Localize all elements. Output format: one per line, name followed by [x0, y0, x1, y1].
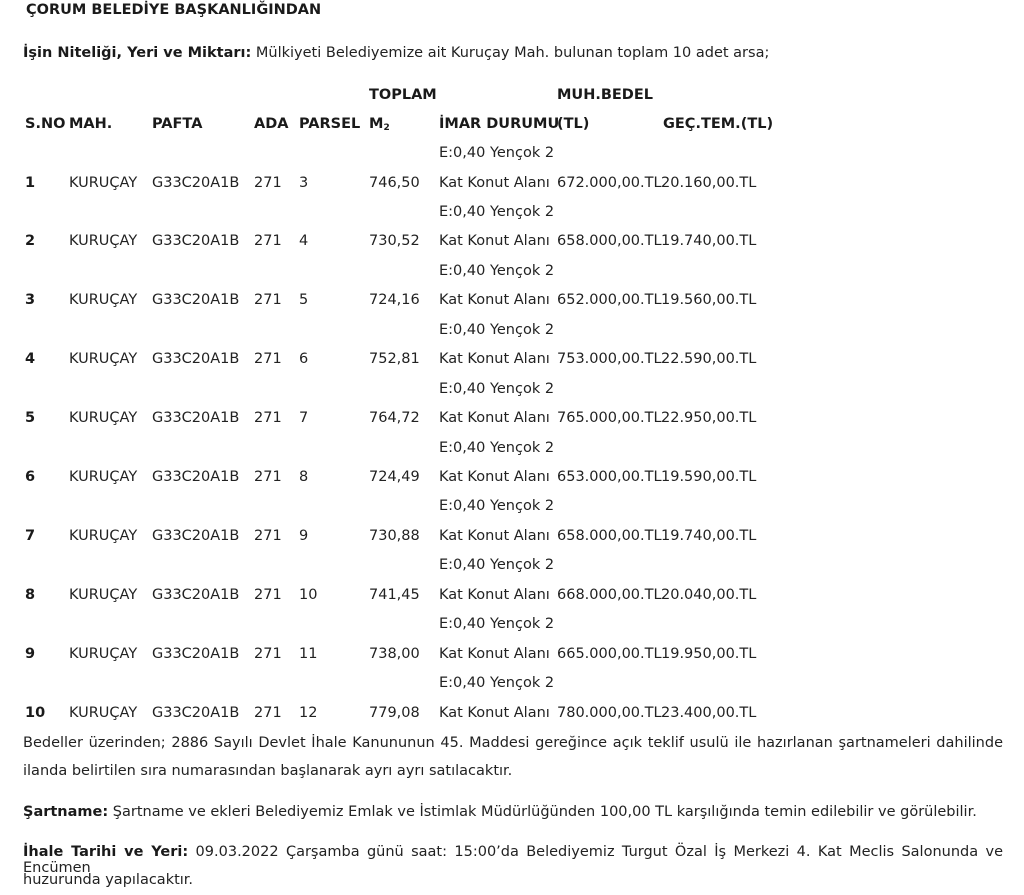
cell-emsal: E:0,40 Yençok 2	[439, 322, 555, 338]
cell-emsal: E:0,40 Yençok 2	[439, 675, 555, 691]
header-m2: $M_2$	[369, 116, 390, 133]
header-toplam: TOPLAM	[369, 87, 437, 103]
header-muh-tl: (TL)	[557, 116, 590, 132]
header-gec-tem: GEÇ.TEM.(TL)	[663, 116, 774, 132]
cell-sno: 6	[25, 469, 36, 485]
cell-bedel: 668.000,00.TL	[557, 587, 662, 603]
header-m2-subscript: 2	[383, 123, 390, 133]
cell-teminat: 23.400,00.TL	[661, 705, 757, 721]
cell-sno: 9	[25, 646, 36, 662]
cell-imar: Kat Konut Alanı	[439, 175, 550, 191]
cell-pafta: G33C20A1B	[152, 587, 240, 603]
cell-parsel: 11	[299, 646, 318, 662]
cell-teminat: 19.950,00.TL	[661, 646, 757, 662]
header-sno: S.NO	[25, 116, 66, 132]
cell-imar: Kat Konut Alanı	[439, 351, 550, 367]
cell-bedel: 665.000,00.TL	[557, 646, 662, 662]
cell-parsel: 10	[299, 587, 318, 603]
cell-parsel: 4	[299, 233, 309, 249]
cell-parsel: 9	[299, 528, 309, 544]
cell-sno: 1	[25, 175, 36, 191]
cell-emsal: E:0,40 Yençok 2	[439, 498, 555, 514]
cell-m2: 738,00	[369, 646, 420, 662]
cell-m2: 724,16	[369, 292, 420, 308]
cell-parsel: 6	[299, 351, 309, 367]
header-muh-bedel: MUH.BEDEL	[557, 87, 653, 103]
cell-imar: Kat Konut Alanı	[439, 469, 550, 485]
cell-emsal: E:0,40 Yençok 2	[439, 616, 555, 632]
cell-pafta: G33C20A1B	[152, 469, 240, 485]
cell-parsel: 8	[299, 469, 309, 485]
cell-parsel: 12	[299, 705, 318, 721]
cell-m2: 779,08	[369, 705, 420, 721]
cell-teminat: 19.560,00.TL	[661, 292, 757, 308]
cell-imar: Kat Konut Alanı	[439, 705, 550, 721]
cell-bedel: 652.000,00.TL	[557, 292, 662, 308]
cell-ada: 271	[254, 587, 282, 603]
cell-mah: KURUÇAY	[69, 175, 138, 191]
cell-teminat: 19.590,00.TL	[661, 469, 757, 485]
cell-ada: 271	[254, 646, 282, 662]
cell-parsel: 3	[299, 175, 309, 191]
cell-ada: 271	[254, 351, 282, 367]
cell-mah: KURUÇAY	[69, 528, 138, 544]
ihale-line-2: huzurunda yapılacaktır.	[23, 872, 194, 888]
cell-imar: Kat Konut Alanı	[439, 292, 550, 308]
cell-sno: 7	[25, 528, 36, 544]
cell-pafta: G33C20A1B	[152, 705, 240, 721]
cell-pafta: G33C20A1B	[152, 292, 240, 308]
cell-mah: KURUÇAY	[69, 469, 138, 485]
cell-teminat: 22.590,00.TL	[661, 351, 757, 367]
cell-bedel: 658.000,00.TL	[557, 233, 662, 249]
header-parsel: PARSEL	[299, 116, 361, 132]
cell-parsel: 7	[299, 410, 309, 426]
cell-pafta: G33C20A1B	[152, 351, 240, 367]
cell-ada: 271	[254, 469, 282, 485]
cell-sno: 10	[25, 705, 46, 721]
cell-mah: KURUÇAY	[69, 587, 138, 603]
cell-bedel: 765.000,00.TL	[557, 410, 662, 426]
cell-bedel: 653.000,00.TL	[557, 469, 662, 485]
bedeller-line-2: ilanda belirtilen sıra numarasından başlanarak ayrı ayrı satılacaktır.	[23, 763, 513, 779]
cell-mah: KURUÇAY	[69, 705, 138, 721]
cell-teminat: 20.040,00.TL	[661, 587, 757, 603]
cell-sno: 8	[25, 587, 36, 603]
cell-mah: KURUÇAY	[69, 646, 138, 662]
cell-sno: 3	[25, 292, 36, 308]
cell-m2: 741,45	[369, 587, 420, 603]
cell-mah: KURUÇAY	[69, 292, 138, 308]
cell-emsal: E:0,40 Yençok 2	[439, 381, 555, 397]
cell-pafta: G33C20A1B	[152, 175, 240, 191]
sartname-text: Şartname ve ekleri Belediyemiz Emlak ve İstimlak Müdürlüğünden 100,00 TL karşılığında temin edilebilir ve görülebilir.	[108, 804, 977, 820]
bedeller-line-1: Bedeller üzerinden; 2886 Sayılı Devlet İhale Kanununun 45. Maddesi gereğince açık teklif usulü ile hazırlanan şartnameleri dahilinde	[23, 735, 1003, 751]
cell-emsal: E:0,40 Yençok 2	[439, 557, 555, 573]
cell-mah: KURUÇAY	[69, 410, 138, 426]
cell-m2: 746,50	[369, 175, 420, 191]
sartname-label: Şartname:	[23, 804, 109, 820]
cell-ada: 271	[254, 705, 282, 721]
header-ada: ADA	[254, 116, 289, 132]
cell-sno: 2	[25, 233, 36, 249]
cell-imar: Kat Konut Alanı	[439, 587, 550, 603]
ihale-text: 09.03.2022 Çarşamba günü saat: 15:00’da Belediyemiz Turgut Özal İş Merkezi 4. Kat Meclis Salonunda ve Encümen	[23, 844, 1003, 876]
cell-sno: 5	[25, 410, 36, 426]
cell-m2: 752,81	[369, 351, 420, 367]
cell-ada: 271	[254, 410, 282, 426]
cell-pafta: G33C20A1B	[152, 410, 240, 426]
cell-m2: 764,72	[369, 410, 420, 426]
header-mah: MAH.	[69, 116, 113, 132]
intro-label: İşin Niteliği, Yeri ve Miktarı:	[23, 45, 252, 61]
cell-ada: 271	[254, 175, 282, 191]
header-imar: İMAR DURUMU	[439, 116, 560, 132]
cell-emsal: E:0,40 Yençok 2	[439, 204, 555, 220]
cell-sno: 4	[25, 351, 36, 367]
cell-emsal: E:0,40 Yençok 2	[439, 145, 555, 161]
cell-teminat: 20.160,00.TL	[661, 175, 757, 191]
cell-emsal: E:0,40 Yençok 2	[439, 263, 555, 279]
cell-bedel: 753.000,00.TL	[557, 351, 662, 367]
cell-imar: Kat Konut Alanı	[439, 646, 550, 662]
cell-pafta: G33C20A1B	[152, 528, 240, 544]
cell-imar: Kat Konut Alanı	[439, 233, 550, 249]
intro-text: Mülkiyeti Belediyemize ait Kuruçay Mah. bulunan toplam 10 adet arsa;	[251, 45, 770, 61]
cell-ada: 271	[254, 292, 282, 308]
cell-imar: Kat Konut Alanı	[439, 528, 550, 544]
intro-paragraph	[23, 45, 1003, 61]
cell-m2: 730,52	[369, 233, 420, 249]
cell-imar: Kat Konut Alanı	[439, 410, 550, 426]
cell-m2: 724,49	[369, 469, 420, 485]
ihale-label: İhale Tarihi ve Yeri:	[23, 844, 189, 860]
page-title: ÇORUM BELEDİYE BAŞKANLIĞINDAN	[26, 2, 322, 18]
cell-parsel: 5	[299, 292, 309, 308]
cell-pafta: G33C20A1B	[152, 646, 240, 662]
cell-teminat: 19.740,00.TL	[661, 233, 757, 249]
cell-teminat: 19.740,00.TL	[661, 528, 757, 544]
cell-mah: KURUÇAY	[69, 233, 138, 249]
cell-emsal: E:0,40 Yençok 2	[439, 440, 555, 456]
cell-teminat: 22.950,00.TL	[661, 410, 757, 426]
cell-ada: 271	[254, 528, 282, 544]
cell-m2: 730,88	[369, 528, 420, 544]
cell-bedel: 658.000,00.TL	[557, 528, 662, 544]
cell-pafta: G33C20A1B	[152, 233, 240, 249]
cell-mah: KURUÇAY	[69, 351, 138, 367]
cell-bedel: 780.000,00.TL	[557, 705, 662, 721]
header-pafta: PAFTA	[152, 116, 203, 132]
cell-bedel: 672.000,00.TL	[557, 175, 662, 191]
cell-ada: 271	[254, 233, 282, 249]
sartname-paragraph	[23, 804, 1003, 820]
